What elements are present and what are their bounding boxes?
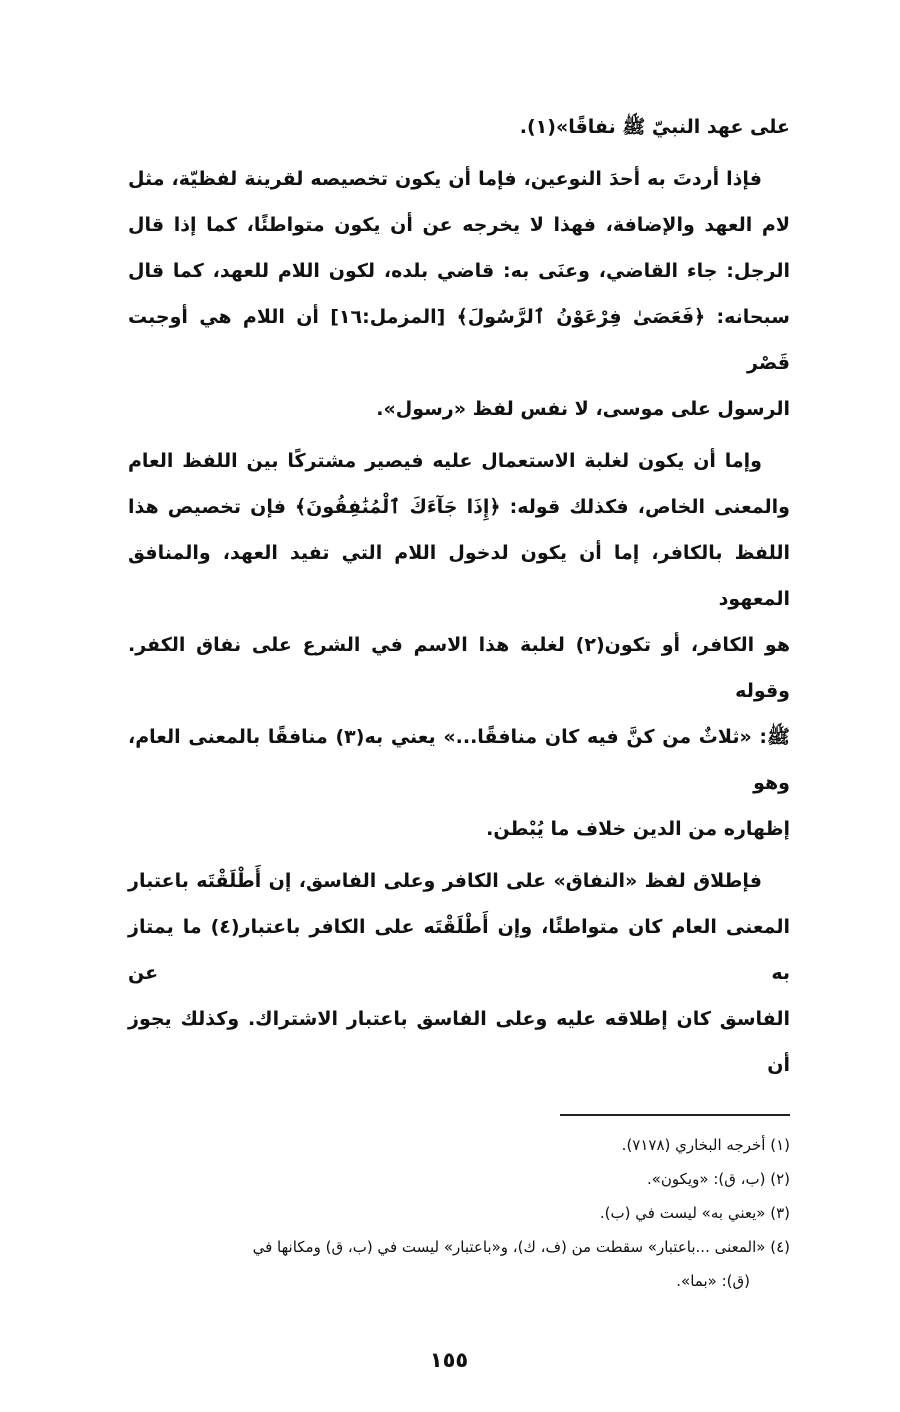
text-line: سبحانه: ﴿فَعَصَىٰ فِرْعَوْنُ ٱلرَّسُولَ﴾ [المزمل:١٦] أن اللام هي أوجبت قَصْر xyxy=(128,306,790,374)
paragraph xyxy=(128,858,790,1088)
footnote: (٢) (ب، ق): «ويكون». xyxy=(646,1170,790,1188)
text-line: إظهاره من الدين خلاف ما يُبْطن. xyxy=(486,818,790,840)
text-line: فإذا أردتَ به أحدَ النوعين، فإما أن يكون تخصيصه لقرينة لفظيّة، مثل xyxy=(128,168,762,190)
paragraph xyxy=(128,438,790,852)
footnote: (٤) «المعنى ...باعتبار» سقطت من (ف، ك)، و«باعتبار» ليست في (ب، ق) ومكانها في xyxy=(252,1238,790,1256)
main-text xyxy=(128,104,790,1088)
text-line: اللفظ بالكافر، إما أن يكون لدخول اللام التي تفيد العهد، والمنافق المعهود xyxy=(128,542,790,610)
text-line: المعنى العام كان متواطئًا، وإن أَطْلَقْتَه على الكافر باعتبار(٤) ما يمتاز به عن xyxy=(128,916,790,984)
footnote: (٣) «يعني به» ليست في (ب). xyxy=(599,1204,790,1222)
text-line: الفاسق كان إطلاقه عليه وعلى الفاسق باعتبار الاشتراك. وكذلك يجوز أن xyxy=(128,1008,790,1076)
footnotes xyxy=(128,1128,790,1298)
footnote-continuation: (ق): «بما». xyxy=(676,1272,750,1290)
page-number: ١٥٥ xyxy=(429,1348,469,1372)
footnote: (١) أخرجه البخاري (٧١٧٨). xyxy=(621,1136,790,1154)
text-line: هو الكافر، أو تكون(٢) لغلبة هذا الاسم في الشرع على نفاق الكفر. وقوله xyxy=(128,634,791,702)
paragraph xyxy=(128,104,790,150)
text-line: على عهد النبيّ ﷺ نفاقًا»(١). xyxy=(519,116,790,138)
text-line: فإطلاق لفظ «النفاق» على الكافر وعلى الفاسق، إن أَطْلَقْتَه باعتبار xyxy=(128,870,762,892)
text-line: والمعنى الخاص، فكذلك قوله: ﴿إِذَا جَآءَكَ ٱلْمُنَٰفِقُونَ﴾ فإن تخصيص هذا xyxy=(128,496,790,518)
footnote-separator-row xyxy=(128,1114,790,1116)
text-line: الرجل: جاء القاضي، وعنَى به: قاضي بلده، لكون اللام للعهد، كما قال xyxy=(128,260,790,282)
text-line: لام العهد والإضافة، فهذا لا يخرجه عن أن يكون متواطئًا، كما إذا قال xyxy=(128,214,790,236)
text-line: وإما أن يكون لغلبة الاستعمال عليه فيصير مشتركًا بين اللفظ العام xyxy=(128,450,762,472)
text-line: ﷺ: «ثلاثٌ من كنَّ فيه كان منافقًا...» يعني به(٣) منافقًا بالمعنى العام، وهو xyxy=(128,726,790,794)
paragraph xyxy=(128,156,790,432)
text-line: الرسول على موسى، لا نفس لفظ «رسول». xyxy=(376,398,790,420)
footnote-separator xyxy=(560,1114,790,1116)
